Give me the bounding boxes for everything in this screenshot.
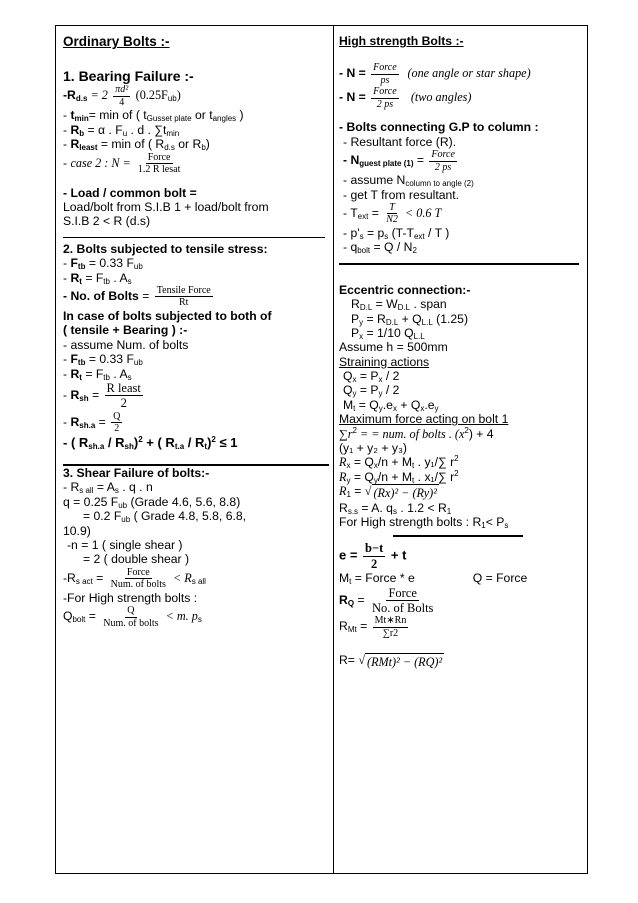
rds-formula: $-R_{d.s} = 2$ $\frac{\text{πd²}}{4}$ $(0.25F_{ub})$ xyxy=(63,84,181,108)
ec-qx-line: $Q_x = P_x / 2$ xyxy=(343,369,400,385)
ec-px-line: $P_x = 1/10$ $Q_{L.L}$ xyxy=(351,325,425,341)
case2-line: - case 2 : N = $\frac{\text{Force}}{\text{1.2 R lesat}}$ xyxy=(63,151,181,176)
ec-mt-line: $M_t = Q_y.e_x + Q_x.e_y$ xyxy=(343,397,439,413)
ftb-line-1: - $F_{tb} = 0.33$ $F_{ub}$ xyxy=(63,256,143,272)
combined-case-line-1: In case of bolts subjected to both of xyxy=(63,308,272,323)
high-strength-shear-line: -For High strength bolts : xyxy=(63,590,198,605)
gp-assume-line: - assume $N_{column to angle (2)}$ xyxy=(343,173,474,189)
gp-n-line: - $N_{guest plate (1)}$ = $\frac{\text{Force}}{2 ps}$ xyxy=(343,149,455,173)
right-column xyxy=(339,34,581,670)
ec-qy-line: $Q_y = P_y / 2$ xyxy=(343,383,400,399)
ec-r-line: R= √ (RMt)² − (RQ)² xyxy=(339,653,443,670)
combined-case-line-2: ( tensile + Bearing ) :- xyxy=(63,323,188,338)
ec-y-sum-line: (y₁ + y₂ + y₃) xyxy=(339,441,407,456)
ec-ry-line: $R_y = Q_y/n + M_t$ . x₁/∑ $r^2$ xyxy=(339,468,459,485)
ec-max-force-heading: Maximum force acting on bolt 1 xyxy=(339,412,509,427)
ec-rdl-line: $R_{D.L} = W_{D.L}$ . span xyxy=(351,297,447,313)
high-strength-title: High strength Bolts :- xyxy=(339,34,464,48)
sqrt-r1: √ (Rx)² − (Ry)² xyxy=(364,484,437,501)
sqrt-r: √ (RMt)² − (RQ)² xyxy=(358,653,443,670)
column-divider xyxy=(333,25,334,874)
q-line-3: 10.9) xyxy=(63,523,91,538)
ec-py-line: $P_y = R_{D.L} + Q_{L.L}$ (1.25) xyxy=(351,311,469,327)
ec-straining-actions: Straining actions xyxy=(339,354,430,369)
rs-all-line: - $R_{s all} = A_s$ . q . n xyxy=(63,480,153,496)
q-line-1: q = 0.25 $F_{ub}$ (Grade 4.6, 5.6, 8.8) xyxy=(63,494,241,510)
rt-line-1: - $R_t = F_{tb}$ . $A_s$ xyxy=(63,270,132,286)
gp-heading: - Bolts connecting G.P to column : xyxy=(339,120,539,135)
gp-get-t: - get T from resultant. xyxy=(343,187,460,202)
ec-rq-line: $R_Q$ = $\frac{\text{Force}}{\text{No. of Bolts}}$ xyxy=(339,585,434,615)
ec-rmt-line: $R_{Mt}$ = $\frac{Mt∗Rn}{\sum r2}$ xyxy=(339,615,407,639)
no-of-bolts-line: - No. of Bolts = $\frac{\text{Tensile Force}}{Rt}$ xyxy=(63,284,211,309)
gp-qbolt-line: - $q_{bolt} = Q / N_2$ xyxy=(343,240,417,256)
load-line-1: Load/bolt from S.I.B 1 + load/bolt from xyxy=(63,200,269,214)
ec-rss-line: $R_{s.s} = A$. $q_s$ . $1.2 < R_1$ xyxy=(339,500,452,516)
bearing-failure-heading: 1. Bearing Failure :- xyxy=(63,67,194,84)
q-line-2: = 0.2 $F_{ub}$ ( Grade 4.8, 5.8, 6.8, xyxy=(83,509,247,525)
tensile-heading: 2. Bolts subjected to tensile stress: xyxy=(63,241,268,256)
ftb-line-2: - $F_{tb} = 0.33$ $F_{ub}$ xyxy=(63,352,143,368)
n-one-angle: - N = $\frac{\text{Force}}{ps}$ (one angle or star shape) xyxy=(339,62,531,86)
rsh-line: - $R_{sh}$ = $\frac{\text{R least}}{2}$ xyxy=(63,380,141,411)
shear-heading: 3. Shear Failure of bolts:- xyxy=(63,465,210,480)
gp-text-line: - $T_{ext}$ = $\frac{T}{N2}$ < 0.6 T xyxy=(343,201,442,226)
ec-sum-r2-line: $\sum r^2$ = = num. of bolts . $(x^2) + 4$ xyxy=(339,425,494,441)
rleast-line: - $R_{least} = \min$ of ( $R_{d.s}$ or $R_b$) xyxy=(63,137,210,153)
ec-e-line: e = $\frac{b-t}{2}$ + t xyxy=(339,541,407,571)
left-column xyxy=(63,34,327,629)
load-common-heading: - Load / common bolt = xyxy=(63,185,197,200)
eccentric-heading: Eccentric connection:- xyxy=(339,282,471,297)
rt-line-2: - $R_t = F_{tb}$ . $A_s$ xyxy=(63,366,132,382)
rsha-line: - $R_{sh.a}$ = $\frac{Q}{2}$ xyxy=(63,410,121,435)
ec-rx-line: $R_x = Q_x/n + M_t$ . y₁/∑ $r^2$ xyxy=(339,454,459,471)
tmin-line: - $t_{min}= \min$ of ( $t_{Gusset plate}$ or $t_{angles}$ ) xyxy=(63,108,244,124)
rb-line: - $R_b = \alpha$ . $F_u$ . d . $\sum t_{min}$ xyxy=(63,122,180,138)
load-line-2: S.I.B 2 < R (d.s) xyxy=(63,214,151,229)
gp-ps-line: - $p'_s = p_s$ ($T-T_{ext}$ / T ) xyxy=(343,225,450,241)
n-double-shear: = 2 ( double shear ) xyxy=(83,552,190,567)
n-single-shear: -n = 1 ( single shear ) xyxy=(67,537,183,552)
ec-assume-h: Assume h = 500mm xyxy=(339,340,448,355)
rs-act-line: $-R_{s act}$ = $\frac{\text{Force}}{\text{Num. of bolts}}$ < $R_{s all}$ xyxy=(63,566,206,591)
ec-r1-line: $R_1$ = √ (Rx)² − (Ry)² xyxy=(339,484,437,501)
q-bolt-line: $Q_{bolt}$ = $\frac{Q}{\text{Num. of bolts}}$ < m. $p_s$ xyxy=(63,605,202,629)
assume-bolts-line: - assume Num. of bolts xyxy=(63,337,189,352)
ordinary-bolts-title: Ordinary Bolts :- xyxy=(63,34,170,49)
ec-mt-force-line: $M_t$ = Force * e Q = Force xyxy=(339,571,528,587)
gp-resultant: - Resultant force (R). xyxy=(343,134,457,149)
n-two-angles: - N = $\frac{\text{Force}}{2 ps}$ (two angles) xyxy=(339,86,472,110)
ec-hs-line: For High strength bolts : $R_1< P_s$ xyxy=(339,514,509,530)
interaction-formula: - ( $R_{sh.a} / R_{sh})^2$ + ( $R_{t.a} / R_t)^2 \le 1$ xyxy=(63,434,238,451)
